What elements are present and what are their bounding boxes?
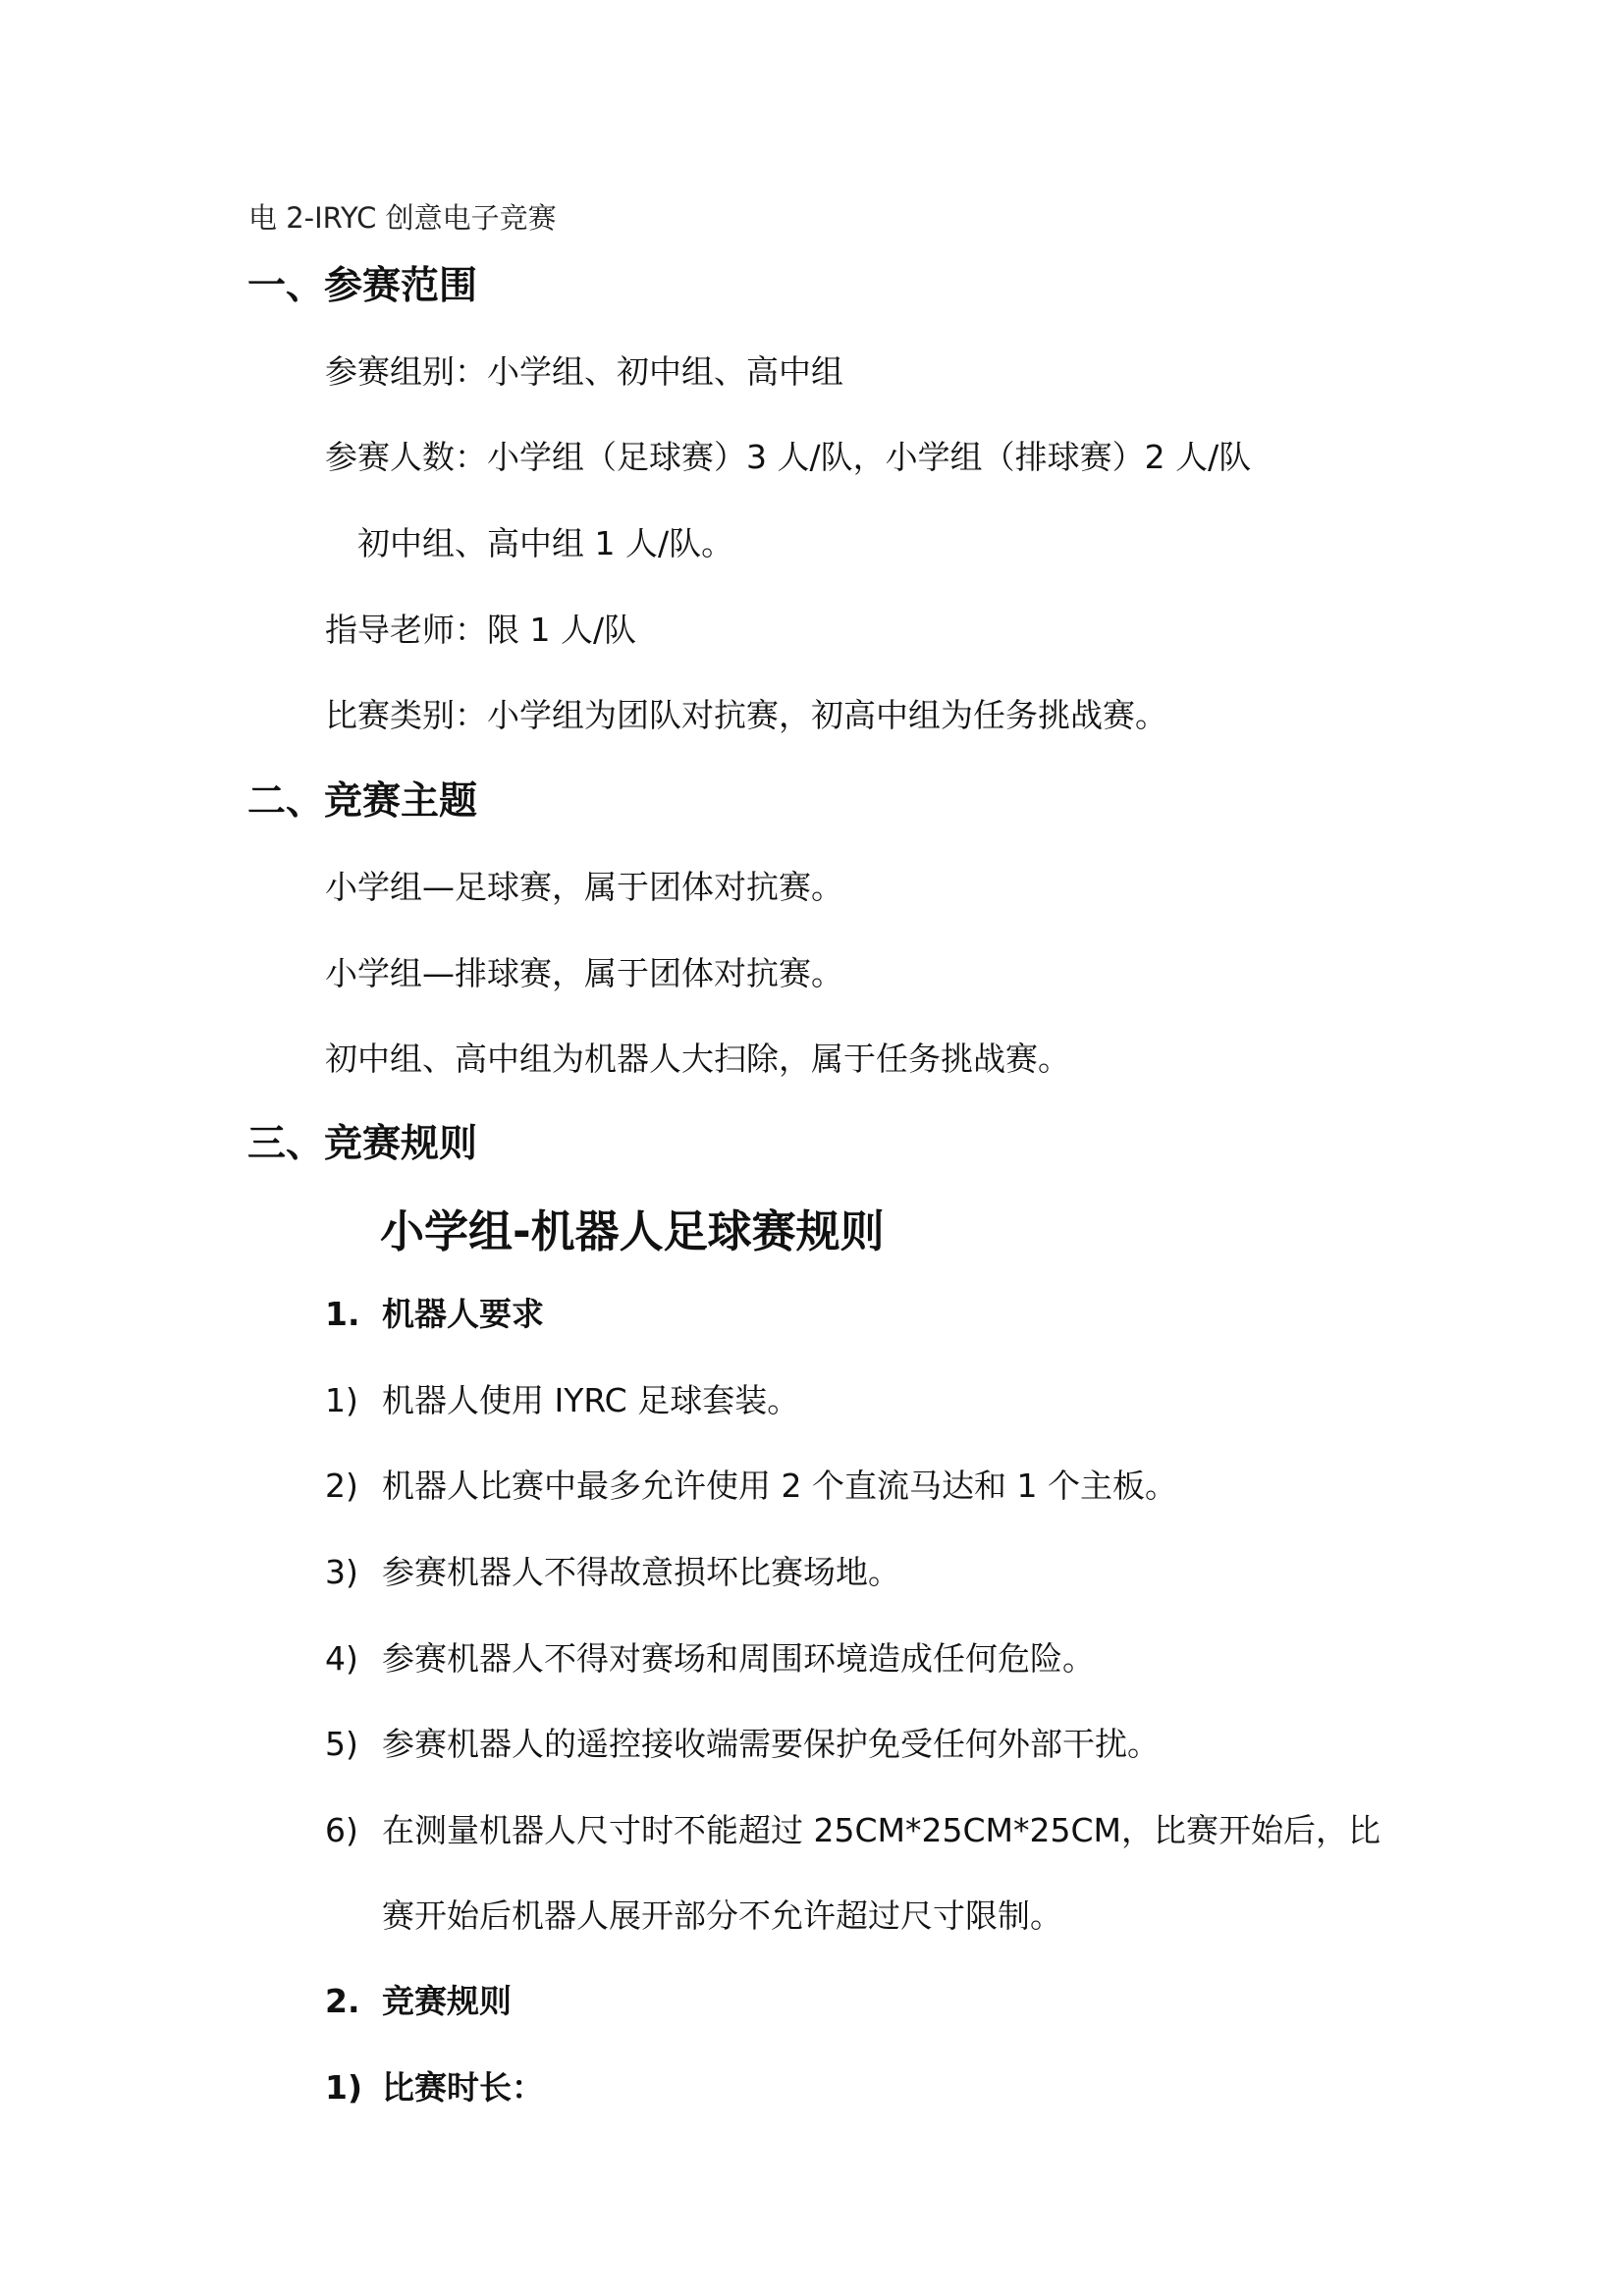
paragraph-theme-cleanup: 初中组、高中组为机器人大扫除，属于任务挑战赛。 — [325, 1040, 1070, 1078]
list-item-text: 机器人比赛中最多允许使用 2 个直流马达和 1 个主板。 — [382, 1467, 1177, 1505]
rules-title: 小学组-机器人足球赛规则 — [380, 1205, 885, 1257]
list-item-continuation: 赛开始后机器人展开部分不允许超过尺寸限制。 — [382, 1896, 1062, 1935]
rule-item-duration — [325, 2068, 544, 2107]
list-item — [325, 1381, 800, 1419]
subheading-label: 机器人要求 — [382, 1295, 544, 1333]
list-item-text: 在测量机器人尺寸时不能超过 25CM*25CM*25CM，比赛开始后，比 — [382, 1811, 1381, 1849]
paragraph-theme-football: 小学组—足球赛，属于团体对抗赛。 — [325, 868, 843, 906]
list-item — [325, 1467, 1177, 1505]
paragraph-team-size-cont: 初中组、高中组 1 人/队。 — [357, 524, 734, 562]
subheading-competition-rules — [325, 1982, 512, 2020]
paragraph-category: 比赛类别：小学组为团队对抗赛，初高中组为任务挑战赛。 — [325, 696, 1167, 734]
list-item-number: 5) — [325, 1725, 358, 1763]
section-heading-scope: 一、参赛范围 — [247, 264, 478, 308]
document-header-label: 电 2-IRYC 创意电子竞赛 — [248, 201, 557, 235]
subheading-robot-requirements — [325, 1295, 544, 1333]
rule-item-text: 比赛时长： — [382, 2068, 544, 2107]
list-item-number: 3) — [325, 1553, 358, 1591]
list-item-text: 参赛机器人不得故意损坏比赛场地。 — [382, 1553, 900, 1591]
paragraph-theme-volleyball: 小学组—排球赛，属于团体对抗赛。 — [325, 954, 843, 992]
list-item-text: 机器人使用 IYRC 足球套装。 — [382, 1381, 800, 1419]
subheading-label: 竞赛规则 — [382, 1982, 512, 2020]
section-heading-theme: 二、竞赛主题 — [247, 779, 478, 824]
subheading-number: 2. — [325, 1982, 360, 2020]
paragraph-coach: 指导老师：限 1 人/队 — [325, 611, 637, 649]
list-item — [325, 1811, 1381, 1849]
list-item-text: 参赛机器人的遥控接收端需要保护免受任何外部干扰。 — [382, 1725, 1160, 1763]
list-item-text: 参赛机器人不得对赛场和周围环境造成任何危险。 — [382, 1639, 1095, 1678]
rule-item-number: 1) — [325, 2068, 363, 2107]
list-item-number: 6) — [325, 1811, 358, 1849]
section-heading-rules: 三、竞赛规则 — [247, 1122, 478, 1166]
list-item — [325, 1725, 1160, 1763]
paragraph-groups: 参赛组别：小学组、初中组、高中组 — [325, 352, 843, 391]
subheading-number: 1. — [325, 1295, 360, 1333]
list-item — [325, 1639, 1095, 1678]
list-item-number: 2) — [325, 1467, 358, 1505]
list-item — [325, 1553, 900, 1591]
paragraph-team-size: 参赛人数：小学组（足球赛）3 人/队，小学组（排球赛）2 人/队 — [325, 438, 1252, 476]
list-item-number: 1) — [325, 1381, 358, 1419]
list-item-number: 4) — [325, 1639, 358, 1678]
